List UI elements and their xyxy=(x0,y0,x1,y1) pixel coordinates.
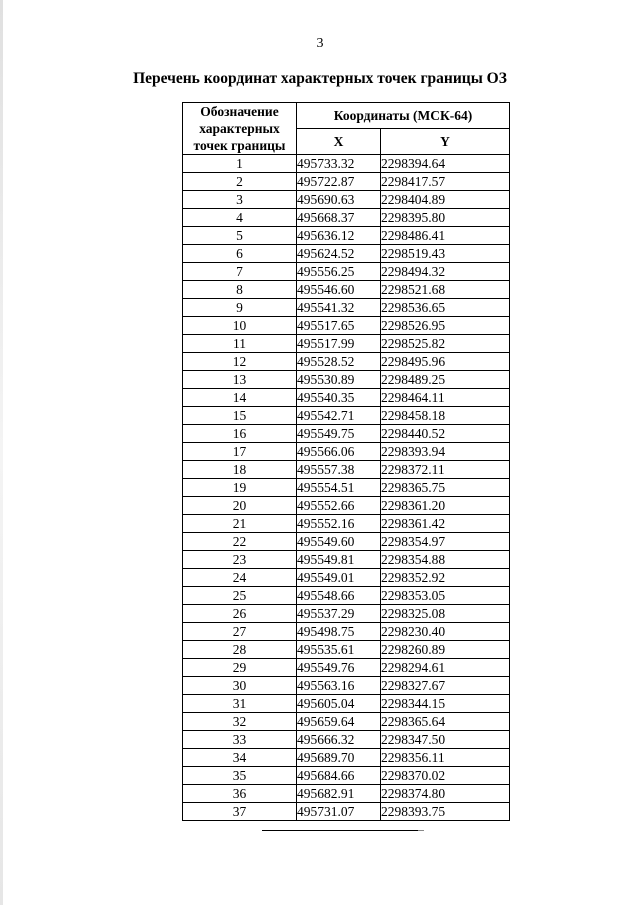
table-row xyxy=(183,335,510,353)
point-number-cell: 21 xyxy=(183,515,297,533)
table-row xyxy=(183,533,510,551)
y-coordinate-cell: 2298404.89 xyxy=(381,191,510,209)
y-coordinate-cell: 2298354.88 xyxy=(381,551,510,569)
x-coordinate-cell: 495552.16 xyxy=(297,515,381,533)
x-coordinate-cell: 495546.60 xyxy=(297,281,381,299)
x-coordinate-cell: 495548.66 xyxy=(297,587,381,605)
table-row xyxy=(183,299,510,317)
x-coordinate-cell: 495549.60 xyxy=(297,533,381,551)
y-coordinate-cell: 2298486.41 xyxy=(381,227,510,245)
x-coordinate-cell: 495668.37 xyxy=(297,209,381,227)
x-coordinate-cell: 495540.35 xyxy=(297,389,381,407)
point-number-cell: 7 xyxy=(183,263,297,281)
x-coordinate-cell: 495557.38 xyxy=(297,461,381,479)
page-number: 3 xyxy=(316,36,324,51)
table-row xyxy=(183,659,510,677)
x-coordinate-cell: 495549.76 xyxy=(297,659,381,677)
y-coordinate-cell: 2298395.80 xyxy=(381,209,510,227)
y-coordinate-cell: 2298260.89 xyxy=(381,641,510,659)
table-row xyxy=(183,227,510,245)
x-coordinate-cell: 495542.71 xyxy=(297,407,381,425)
y-coordinate-cell: 2298417.57 xyxy=(381,173,510,191)
y-coordinate-cell: 2298521.68 xyxy=(381,281,510,299)
x-coordinate-cell: 495605.04 xyxy=(297,695,381,713)
x-coordinate-cell: 495517.99 xyxy=(297,335,381,353)
point-number-cell: 27 xyxy=(183,623,297,641)
y-coordinate-cell: 2298361.20 xyxy=(381,497,510,515)
coordinates-header: Координаты (МСК-64) xyxy=(297,103,510,129)
table-row xyxy=(183,281,510,299)
table-row xyxy=(183,515,510,533)
point-number-cell: 4 xyxy=(183,209,297,227)
point-number-cell: 28 xyxy=(183,641,297,659)
y-coordinate-cell: 2298374.80 xyxy=(381,785,510,803)
x-coordinate-cell: 495530.89 xyxy=(297,371,381,389)
point-number-cell: 16 xyxy=(183,425,297,443)
point-number-cell: 6 xyxy=(183,245,297,263)
table-row xyxy=(183,497,510,515)
y-coordinate-cell: 2298370.02 xyxy=(381,767,510,785)
point-number-cell: 3 xyxy=(183,191,297,209)
x-coordinate-cell: 495636.12 xyxy=(297,227,381,245)
point-number-cell: 19 xyxy=(183,479,297,497)
x-coordinate-cell: 495682.91 xyxy=(297,785,381,803)
y-coordinate-cell: 2298525.82 xyxy=(381,335,510,353)
point-number-cell: 18 xyxy=(183,461,297,479)
y-header: Y xyxy=(381,129,510,155)
point-number-cell: 31 xyxy=(183,695,297,713)
table-row xyxy=(183,263,510,281)
y-coordinate-cell: 2298372.11 xyxy=(381,461,510,479)
table-row xyxy=(183,353,510,371)
x-coordinate-cell: 495563.16 xyxy=(297,677,381,695)
x-coordinate-cell: 495549.75 xyxy=(297,425,381,443)
table-row xyxy=(183,587,510,605)
point-number-cell: 12 xyxy=(183,353,297,371)
x-coordinate-cell: 495733.32 xyxy=(297,155,381,173)
table-row xyxy=(183,191,510,209)
y-coordinate-cell: 2298365.75 xyxy=(381,479,510,497)
table-row xyxy=(183,425,510,443)
x-coordinate-cell: 495549.01 xyxy=(297,569,381,587)
x-coordinate-cell: 495517.65 xyxy=(297,317,381,335)
table-row xyxy=(183,407,510,425)
table-row xyxy=(183,569,510,587)
table-row xyxy=(183,389,510,407)
table-row xyxy=(183,479,510,497)
x-coordinate-cell: 495552.66 xyxy=(297,497,381,515)
table-row xyxy=(183,785,510,803)
point-number-cell: 33 xyxy=(183,731,297,749)
table-row xyxy=(183,443,510,461)
table-row xyxy=(183,695,510,713)
point-number-cell: 20 xyxy=(183,497,297,515)
table-row xyxy=(183,461,510,479)
table-row xyxy=(183,767,510,785)
point-number-cell: 29 xyxy=(183,659,297,677)
designation-header: Обозначение характерных точек границы xyxy=(183,103,297,155)
y-coordinate-cell: 2298230.40 xyxy=(381,623,510,641)
y-coordinate-cell: 2298327.67 xyxy=(381,677,510,695)
point-number-cell: 14 xyxy=(183,389,297,407)
point-number-cell: 34 xyxy=(183,749,297,767)
y-coordinate-cell: 2298464.11 xyxy=(381,389,510,407)
y-coordinate-cell: 2298325.08 xyxy=(381,605,510,623)
x-coordinate-cell: 495554.51 xyxy=(297,479,381,497)
x-header: X xyxy=(297,129,381,155)
x-coordinate-cell: 495731.07 xyxy=(297,803,381,821)
y-coordinate-cell: 2298526.95 xyxy=(381,317,510,335)
y-coordinate-cell: 2298393.94 xyxy=(381,443,510,461)
x-coordinate-cell: 495498.75 xyxy=(297,623,381,641)
x-coordinate-cell: 495689.70 xyxy=(297,749,381,767)
y-coordinate-cell: 2298344.15 xyxy=(381,695,510,713)
y-coordinate-cell: 2298353.05 xyxy=(381,587,510,605)
x-coordinate-cell: 495528.52 xyxy=(297,353,381,371)
y-coordinate-cell: 2298536.65 xyxy=(381,299,510,317)
table-row xyxy=(183,173,510,191)
document-title: Перечень координат характерных точек границы ОЗ xyxy=(133,70,507,87)
point-number-cell: 25 xyxy=(183,587,297,605)
y-coordinate-cell: 2298365.64 xyxy=(381,713,510,731)
table-row xyxy=(183,641,510,659)
scan-edge xyxy=(0,0,3,905)
y-coordinate-cell: 2298519.43 xyxy=(381,245,510,263)
x-coordinate-cell: 495566.06 xyxy=(297,443,381,461)
y-coordinate-cell: 2298458.18 xyxy=(381,407,510,425)
point-number-cell: 8 xyxy=(183,281,297,299)
point-number-cell: 9 xyxy=(183,299,297,317)
x-coordinate-cell: 495659.64 xyxy=(297,713,381,731)
y-coordinate-cell: 2298494.32 xyxy=(381,263,510,281)
y-coordinate-cell: 2298361.42 xyxy=(381,515,510,533)
x-coordinate-cell: 495549.81 xyxy=(297,551,381,569)
point-number-cell: 23 xyxy=(183,551,297,569)
x-coordinate-cell: 495541.32 xyxy=(297,299,381,317)
x-coordinate-cell: 495684.66 xyxy=(297,767,381,785)
table-row xyxy=(183,245,510,263)
point-number-cell: 15 xyxy=(183,407,297,425)
point-number-cell: 26 xyxy=(183,605,297,623)
x-coordinate-cell: 495722.87 xyxy=(297,173,381,191)
x-coordinate-cell: 495690.63 xyxy=(297,191,381,209)
x-coordinate-cell: 495537.29 xyxy=(297,605,381,623)
table-row xyxy=(183,749,510,767)
point-number-cell: 30 xyxy=(183,677,297,695)
y-coordinate-cell: 2298354.97 xyxy=(381,533,510,551)
point-number-cell: 22 xyxy=(183,533,297,551)
point-number-cell: 36 xyxy=(183,785,297,803)
x-coordinate-cell: 495624.52 xyxy=(297,245,381,263)
table-row xyxy=(183,803,510,821)
y-coordinate-cell: 2298347.50 xyxy=(381,731,510,749)
coordinates-table xyxy=(182,102,510,821)
point-number-cell: 11 xyxy=(183,335,297,353)
x-coordinate-cell: 495556.25 xyxy=(297,263,381,281)
point-number-cell: 1 xyxy=(183,155,297,173)
y-coordinate-cell: 2298294.61 xyxy=(381,659,510,677)
point-number-cell: 13 xyxy=(183,371,297,389)
table-row xyxy=(183,371,510,389)
table-header-row xyxy=(183,103,510,129)
y-coordinate-cell: 2298394.64 xyxy=(381,155,510,173)
point-number-cell: 24 xyxy=(183,569,297,587)
y-coordinate-cell: 2298440.52 xyxy=(381,425,510,443)
x-coordinate-cell: 495535.61 xyxy=(297,641,381,659)
point-number-cell: 37 xyxy=(183,803,297,821)
x-coordinate-cell: 495666.32 xyxy=(297,731,381,749)
y-coordinate-cell: 2298393.75 xyxy=(381,803,510,821)
point-number-cell: 2 xyxy=(183,173,297,191)
y-coordinate-cell: 2298489.25 xyxy=(381,371,510,389)
point-number-cell: 5 xyxy=(183,227,297,245)
y-coordinate-cell: 2298495.96 xyxy=(381,353,510,371)
point-number-cell: 17 xyxy=(183,443,297,461)
footer-divider-tick xyxy=(418,830,424,831)
table-row xyxy=(183,605,510,623)
point-number-cell: 10 xyxy=(183,317,297,335)
table-body xyxy=(183,155,510,821)
table-row xyxy=(183,317,510,335)
table-row xyxy=(183,209,510,227)
y-coordinate-cell: 2298352.92 xyxy=(381,569,510,587)
table-row xyxy=(183,731,510,749)
point-number-cell: 35 xyxy=(183,767,297,785)
table-row xyxy=(183,155,510,173)
footer-divider xyxy=(262,830,422,831)
table-row xyxy=(183,623,510,641)
y-coordinate-cell: 2298356.11 xyxy=(381,749,510,767)
table-row xyxy=(183,551,510,569)
table-row xyxy=(183,677,510,695)
point-number-cell: 32 xyxy=(183,713,297,731)
table-row xyxy=(183,713,510,731)
